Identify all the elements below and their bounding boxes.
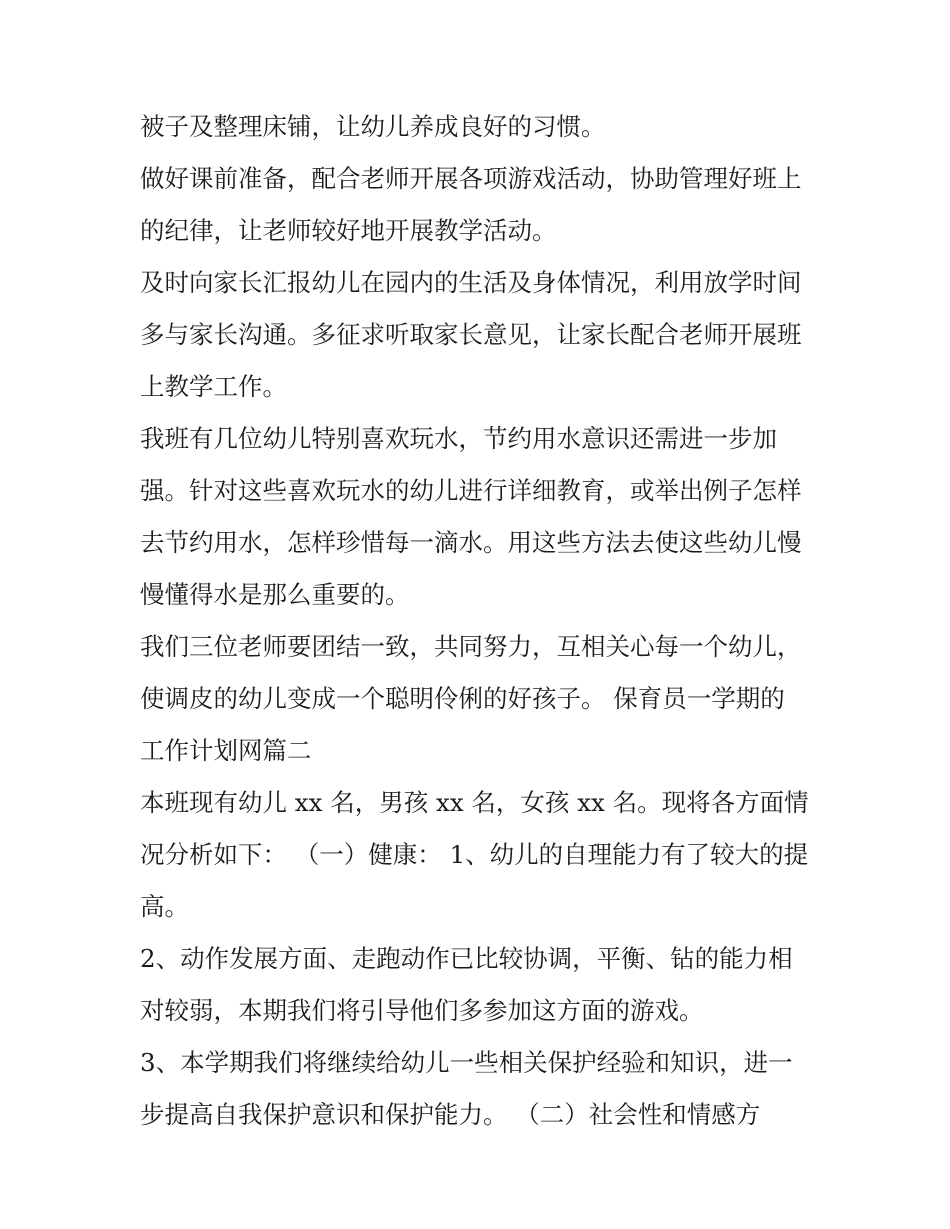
text-line: 被子及整理床铺，让幼儿养成良好的习惯。 [140, 112, 606, 141]
text-line: 本班现有幼儿 xx 名，男孩 xx 名，女孩 xx 名。现将各方面情 [140, 788, 809, 817]
text-line: 多与家长沟通。多征求听取家长意见，让家长配合老师开展班 [140, 320, 802, 349]
text-line: 强。针对这些喜欢玩水的幼儿进行详细教育，或举出例子怎样 [140, 476, 802, 505]
text-line: 及时向家长汇报幼儿在园内的生活及身体情况，利用放学时间 [140, 268, 802, 297]
text-line: 的纪律，让老师较好地开展教学活动。 [140, 216, 557, 245]
text-line: 2、动作发展方面、走跑动作已比较协调，平衡、钻的能力相 [140, 944, 793, 973]
text-line: 高。 [140, 892, 189, 921]
text-line: 上教学工作。 [140, 372, 287, 401]
text-line: 工作计划网篇二 [140, 736, 312, 765]
text-line: 我班有几位幼儿特别喜欢玩水，节约用水意识还需进一步加 [140, 424, 777, 453]
text-line: 去节约用水，怎样珍惜每一滴水。用这些方法去使这些幼儿慢 [140, 528, 802, 557]
text-line: 3、本学期我们将继续给幼儿一些相关保护经验和知识，进一 [140, 1048, 793, 1077]
text-line: 步提高自我保护意识和保护能力。 （二）社会性和情感方 [140, 1100, 761, 1129]
text-line: 我们三位老师要团结一致，共同努力，互相关心每一个幼儿， [140, 632, 802, 661]
text-line: 对较弱，本期我们将引导他们多参加这方面的游戏。 [140, 996, 704, 1025]
text-line: 做好课前准备，配合老师开展各项游戏活动，协助管理好班上 [140, 164, 802, 193]
text-line: 况分析如下： （一）健康： 1、幼儿的自理能力有了较大的提 [140, 840, 809, 869]
text-line: 使调皮的幼儿变成一个聪明伶俐的好孩子。 保育员一学期的 [140, 684, 785, 713]
text-line: 慢懂得水是那么重要的。 [140, 580, 410, 609]
